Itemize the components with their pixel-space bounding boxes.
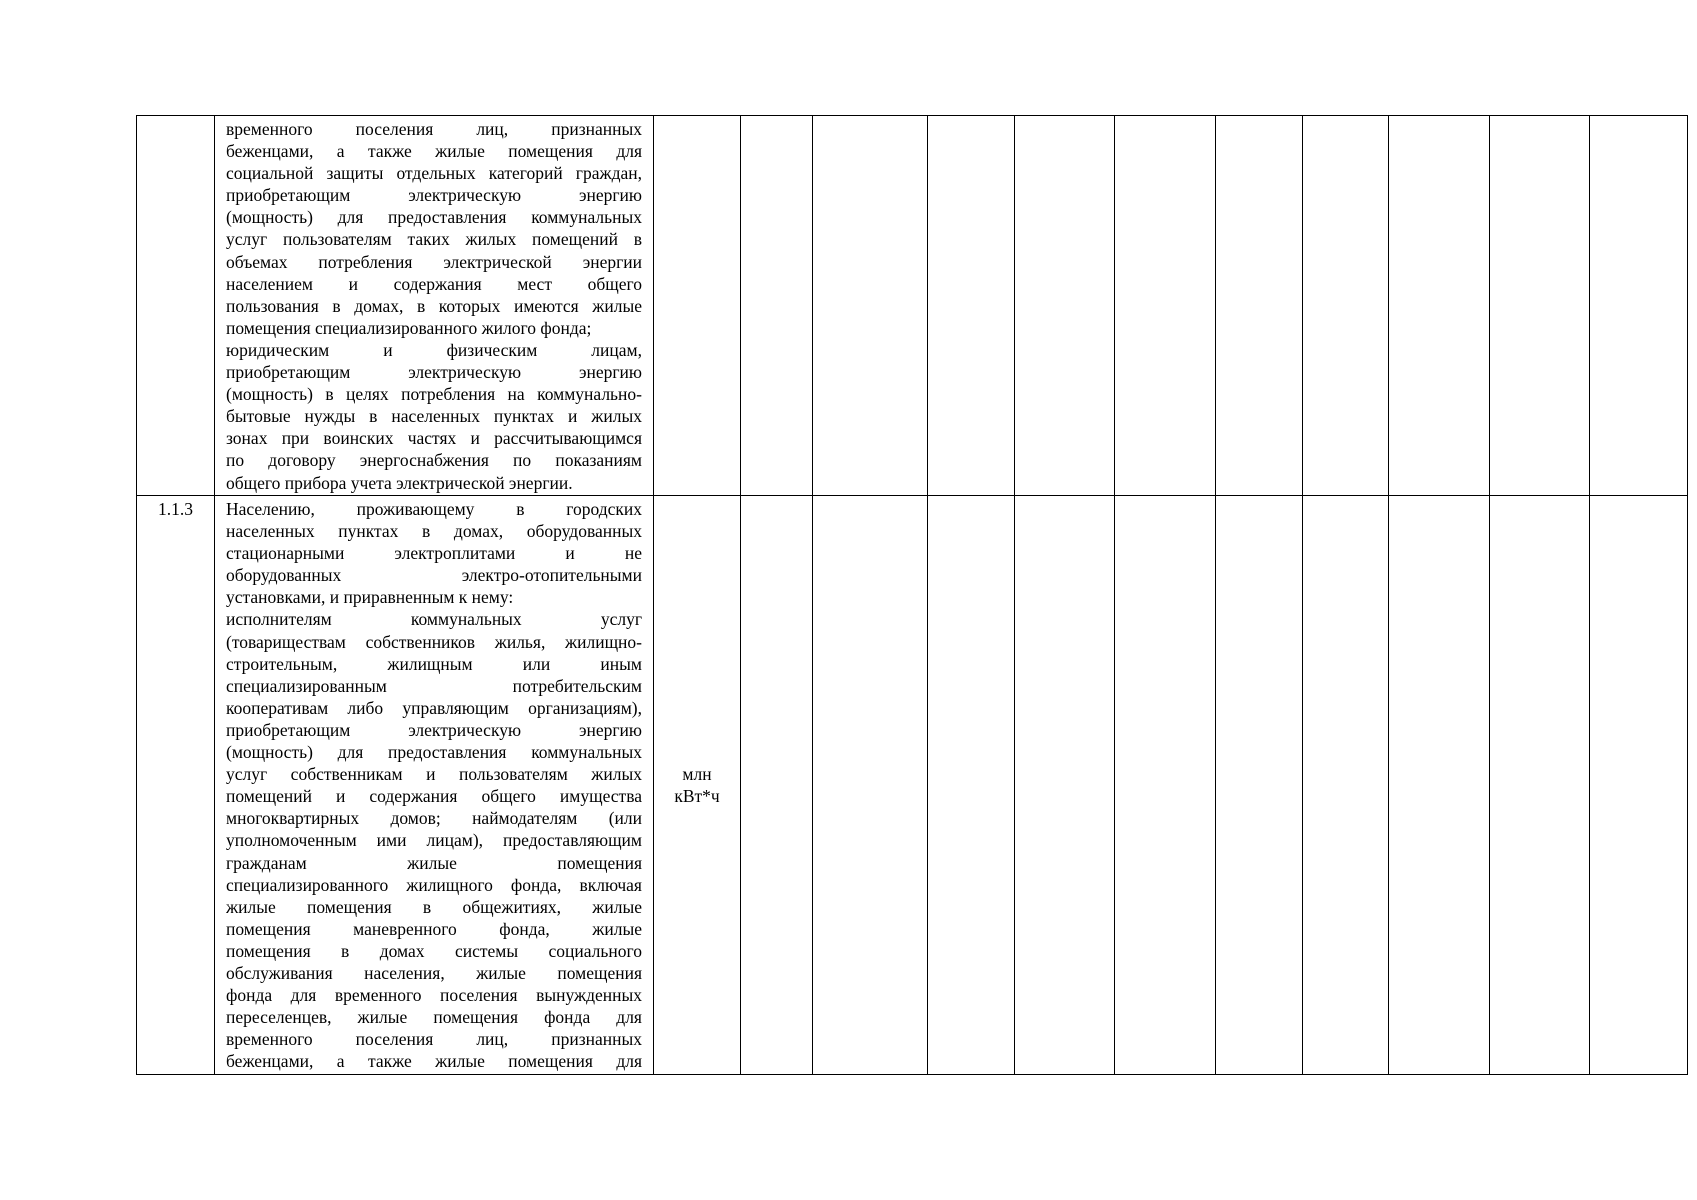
description-line: населенных пунктах в домах, оборудованных (226, 521, 642, 542)
value-cell (813, 116, 928, 496)
description-line: (мощность) для предоставления коммунальных (226, 742, 642, 763)
description-line: кооперативам либо управляющим организациям), (226, 697, 642, 718)
description-line: помещения маневренного фонда, жилые (226, 918, 642, 939)
row-description (215, 496, 654, 1075)
description-line: установками, и приравненным к нему: (226, 587, 514, 608)
description-line: уполномоченным ими лицам), предоставляющим (226, 830, 642, 851)
description-line: (мощность) для предоставления коммунальных (226, 207, 642, 228)
row-number: 1.1.3 (137, 496, 215, 1075)
description-line: приобретающим электрическую энергию (226, 719, 642, 740)
description-line: населением и содержания мест общего (226, 273, 642, 294)
description-line: гражданам жилые помещения (226, 852, 642, 873)
value-cell (741, 116, 813, 496)
value-cell (928, 116, 1015, 496)
description-line: услуг пользователям таких жилых помещений в (226, 229, 642, 250)
value-cell (928, 496, 1015, 1075)
description-line: приобретающим электрическую энергию (226, 362, 642, 383)
value-cell (1015, 496, 1115, 1075)
value-cell (1490, 116, 1590, 496)
description-line: фонда для временного поселения вынужденных (226, 985, 642, 1006)
value-cell (741, 496, 813, 1075)
description-line: объемах потребления электрической энергии (226, 251, 642, 272)
value-cell (1216, 116, 1303, 496)
description-line: временного поселения лиц, признанных (226, 119, 642, 139)
value-cell (1590, 116, 1688, 496)
description-line: социальной защиты отдельных категорий граждан, (226, 163, 642, 184)
description-line: временного поселения лиц, признанных (226, 1029, 642, 1050)
description-line: Населению, проживающему в городских (226, 499, 642, 519)
value-cell (1389, 116, 1490, 496)
description-line: обслуживания населения, жилые помещения (226, 962, 642, 983)
description-line: многоквартирных домов; наймодателям (или (226, 808, 642, 829)
description-line: приобретающим электрическую энергию (226, 185, 642, 206)
description-line: по договору энергоснабжения по показаниям (226, 450, 642, 471)
value-cell (813, 496, 928, 1075)
unit-line: млн (682, 764, 712, 784)
description-line: (товариществам собственников жилья, жилищно- (226, 631, 642, 652)
description-line: общего прибора учета электрической энергии. (226, 472, 573, 493)
value-cell (1115, 496, 1216, 1075)
value-cell (1115, 116, 1216, 496)
unit-line: кВт*ч (674, 786, 720, 806)
description-line: специализированным потребительским (226, 675, 642, 696)
description-line: жилые помещения в общежитиях, жилые (226, 896, 642, 917)
table-row (137, 116, 1688, 496)
description-line: оборудованных электро-отопительными (226, 565, 642, 586)
row-number (137, 116, 215, 496)
description-line: помещений и содержания общего имущества (226, 786, 642, 807)
value-cell (1389, 496, 1490, 1075)
description-line: строительным, жилищным или иным (226, 653, 642, 674)
description-line: исполнителям коммунальных услуг (226, 609, 642, 630)
value-cell (1303, 496, 1389, 1075)
description-line: юридическим и физическим лицам, (226, 339, 642, 360)
description-line: помещения специализированного жилого фонда; (226, 317, 592, 338)
row-unit (654, 496, 741, 1075)
value-cell (1216, 496, 1303, 1075)
description-line: беженцами, а также жилые помещения для (226, 141, 642, 162)
tariff-table (136, 115, 1688, 1075)
description-line: (мощность) в целях потребления на коммунально- (226, 384, 642, 405)
description-line: специализированного жилищного фонда, включая (226, 874, 642, 895)
description-line: бытовые нужды в населенных пунктах и жилых (226, 406, 642, 427)
row-unit (654, 116, 741, 496)
description-line: беженцами, а также жилые помещения для (226, 1051, 642, 1072)
description-line: помещения в домах системы социального (226, 940, 642, 961)
description-line: стационарными электроплитами и не (226, 543, 642, 564)
row-description (215, 116, 654, 496)
value-cell (1490, 496, 1590, 1075)
value-cell (1015, 116, 1115, 496)
description-line: пользования в домах, в которых имеются жилые (226, 295, 642, 316)
value-cell (1303, 116, 1389, 496)
description-line: переселенцев, жилые помещения фонда для (226, 1007, 642, 1028)
value-cell (1590, 496, 1688, 1075)
description-line: услуг собственникам и пользователям жилых (226, 764, 642, 785)
table-row (137, 496, 1688, 1075)
description-line: зонах при воинских частях и рассчитывающимся (226, 428, 642, 449)
